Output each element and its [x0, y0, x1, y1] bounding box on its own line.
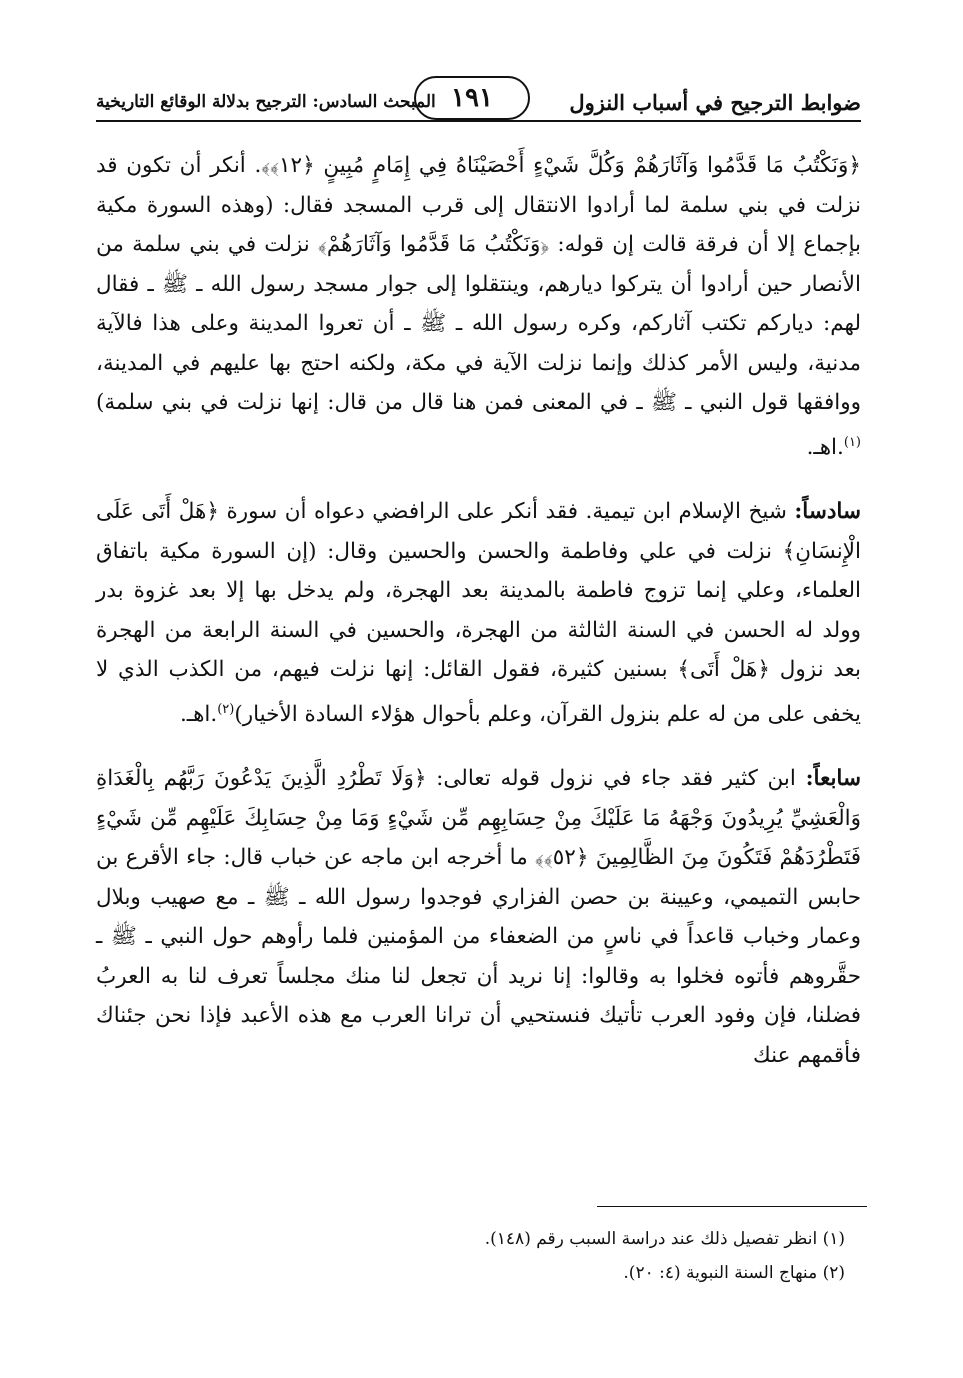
paragraph-text: ﴿وَنَكْتُبُ مَا قَدَّمُوا وَآثَارَهُمْ وَكُلَّ شَيْءٍ أَحْصَيْنَاهُ فِي إِمَامٍ مُبِينٍ ﴿١٢﴾﴾. أنكر أن تكون قد نزلت في بني سلمة لما أرادوا الانتقال إلى قرب المسجد فقال: (وهذه السورة مكية بإجماع إلا أن فرقة قالت إن قوله: ﴿وَنَكْتُبُ مَا قَدَّمُوا وَآثَارَهُمْ﴾ نزلت في بني سلمة من الأنصار حين أرادوا أن يتركوا ديارهم، وينتقلوا إلى جوار مسجد رسول الله ـ ﷺ ـ فقال لهم: دياركم تكتب آثاركم، وكره رسول الله ـ ﷺ ـ أن تعروا المدينة وعلى هذا فالآية مدنية، وليس الأمر كذلك وإنما نزلت الآية في مكة، ولكنه احتج بها عليهم في المدينة، ووافقها قول النبي ـ ﷺ ـ في المعنى فمن هنا قال من قال: إنها نزلت في بني سلمة) [96, 153, 862, 415]
paragraph-text: شيخ الإسلام ابن تيمية. فقد أنكر على الرافضي دعواه أن سورة ﴿هَلْ أَتَى عَلَى الْإِنسَانِ﴾ نزلت في علي وفاطمة والحسن والحسين وقال: (إن السورة مكية باتفاق العلماء، وعلي إنما تزوج فاطمة بالمدينة بعد الهجرة، ولم يدخل بها إلا بعد غزوة بدر وولد له الحسن في السنة الثالثة من الهجرة، والحسين في السنة الرابعة من الهجرة بعد نزول ﴿هَلْ أَتَى﴾ بسنين كثيرة، فقول القائل: إنها نزلت فيهم، من الكذب الذي لا يخفى على من له علم بنزول القرآن، وعلم بأحوال هؤلاء السادة الأخيار) [96, 499, 861, 727]
paragraph-2 [96, 492, 861, 734]
paragraph-3 [96, 759, 861, 1075]
paragraph-tail: .اهـ. [806, 434, 844, 460]
footnote-2: (٢) منهاج السنة النبوية (٤: ٢٠). [623, 1263, 845, 1283]
paragraph-tail: .اهـ. [179, 701, 218, 727]
footnote-ref-1[interactable]: (١) [843, 434, 861, 450]
footnotes [245, 1222, 845, 1290]
book-title: ضوابط الترجيح في أسباب النزول [569, 90, 861, 115]
footnote-ref-2[interactable]: (٢) [217, 701, 235, 717]
footnote-1: (١) انظر تفصيل ذلك عند دراسة السبب رقم (١٤٨). [484, 1229, 845, 1249]
footnote-divider [597, 1206, 867, 1207]
paragraph-lead: سابعاً: [805, 766, 861, 792]
header-divider [96, 120, 861, 122]
section-title: المبحث السادس: الترجيح بدلالة الوقائع التاريخية [96, 92, 436, 112]
page-header [96, 76, 861, 126]
paragraph-text: ابن كثير فقد جاء في نزول قوله تعالى: ﴿وَلَا تَطْرُدِ الَّذِينَ يَدْعُونَ رَبَّهُم بِالْغَدَاةِ وَالْعَشِيِّ يُرِيدُونَ وَجْهَهُ مَا عَلَيْكَ مِنْ حِسَابِهِم مِّن شَيْءٍ وَمَا مِنْ حِسَابِكَ عَلَيْهِم مِّن شَيْءٍ فَتَطْرُدَهُمْ فَتَكُونَ مِنَ الظَّالِمِينَ ﴿٥٢﴾﴾ ما أخرجه ابن ماجه عن خباب قال: جاء الأقرع بن حابس التميمي، وعيينة بن حصن الفزاري فوجدوا رسول الله ـ ﷺ ـ مع صهيب وبلال وعمار وخباب قاعداً في ناسٍ من الضعفاء من المؤمنين فلما رأوهم حول النبي ـ ﷺ ـ حقَّروهم فأتوه فخلوا به وقالوا: إنا نريد أن تجعل لنا منك مجلساً تعرف لنا به العربُ فضلنا، فإن وفود العرب تأتيك فنستحيي أن ترانا العرب مع هذه الأعبد فإذا نحن جئناك فأقمهم عنك [96, 766, 861, 1068]
paragraph-1 [96, 146, 861, 467]
page-number: ١٩١ [414, 76, 530, 120]
paragraph-lead: سادساً: [794, 499, 861, 525]
main-text [96, 146, 861, 1075]
